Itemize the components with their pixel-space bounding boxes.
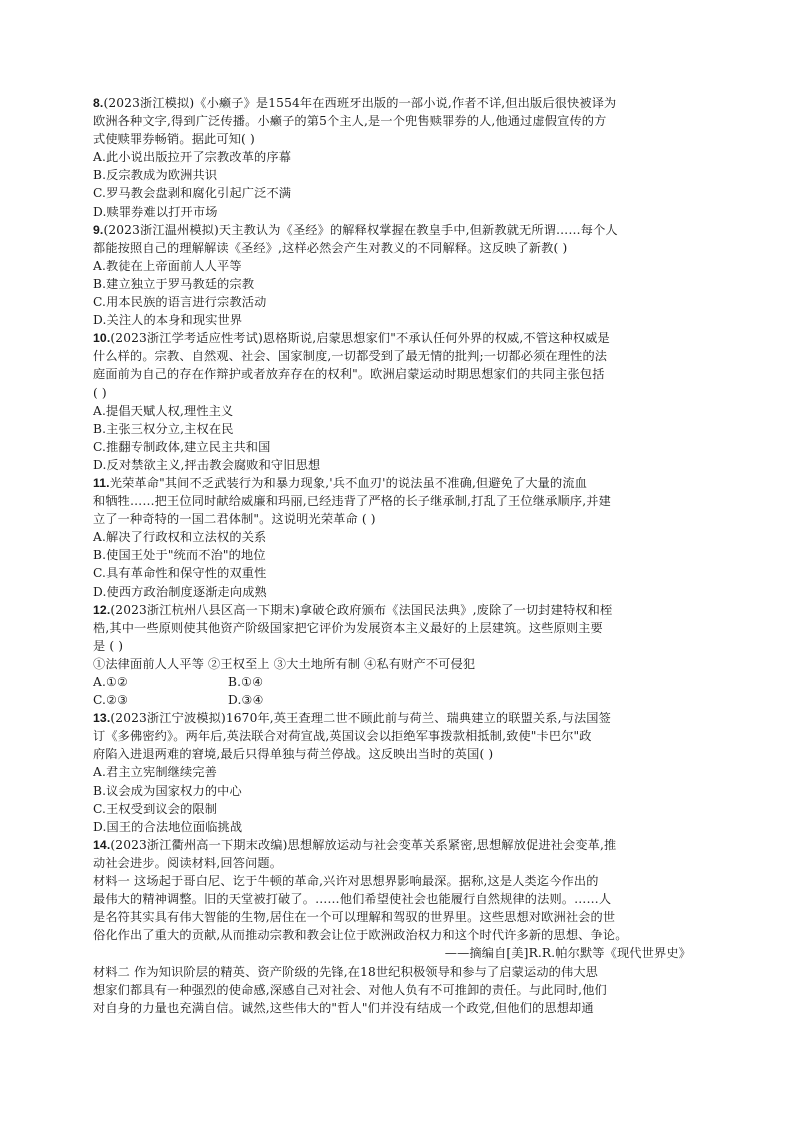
question-11 <box>93 474 705 601</box>
option-d: D.使西方政治制度逐渐走向成熟 <box>93 584 267 599</box>
option-d: D.关注人的本身和现实世界 <box>93 313 243 328</box>
material-1-line: 俗化作出了重大的贡献,从而推动宗教和教会让位于欧洲政治权力和这个时代许多新的思想、争论。 <box>93 928 628 943</box>
material-2-line: 材料二 作为知识阶层的精英、资产阶级的先锋,在18世纪积极领导和参与了启蒙运动的伟大思 <box>93 964 599 979</box>
option-b: B.建立独立于罗马教廷的宗教 <box>93 276 255 291</box>
question-line: 10.(2023浙江学考适应性考试)恩格斯说,启蒙思想家们"不承认任何外界的权威,不管这种权威是 <box>93 331 610 346</box>
question-10 <box>93 329 705 474</box>
material-1-line: 是名符其实具有伟大智能的生物,居住在一个可以理解和驾驭的世界里。这些思想对欧洲社会的世 <box>93 910 616 925</box>
question-line: 8.(2023浙江模拟)《小癞子》是1554年在西班牙出版的一部小说,作者不详,但出版后很快被译为 <box>93 96 617 110</box>
option-b: B.主张三权分立,主权在民 <box>93 421 234 436</box>
document-page <box>93 94 705 1017</box>
question-8 <box>93 94 705 221</box>
question-number: 10. <box>93 331 111 346</box>
option-a: A.①② <box>93 675 129 689</box>
option-a: A.此小说出版拉开了宗教改革的序幕 <box>93 150 292 165</box>
option-c: C.具有革命性和保守性的双重性 <box>93 566 267 581</box>
option-c: C.推翻专制政体,建立民主共和国 <box>93 439 271 454</box>
question-number: 8. <box>93 96 104 110</box>
option-row <box>93 673 705 691</box>
option-b: B.反宗教成为欧洲共识 <box>93 168 218 183</box>
question-line: 欧洲各种文字,得到广泛传播。小癞子的第5个主人,是一个兜售赎罪券的人,他通过虚假宣传的方 <box>93 114 607 129</box>
material-2-line: 对自身的力量也充满自信。诚然,这些伟大的"哲人"们并没有结成一个政党,但他们的思想却通 <box>93 1000 594 1015</box>
option-b: B.使国王处于"统而不治"的地位 <box>93 548 266 563</box>
question-number: 9. <box>93 222 104 237</box>
material-1-source: ——摘编自[美]R.R.帕尔默等《现代世界史》 <box>444 946 691 961</box>
question-line: 13.(2023浙江宁波模拟)1670年,英王查理二世不顾此前与荷兰、瑞典建立的联盟关系,与法国签 <box>93 711 611 726</box>
question-line: 立了一种奇特的一国二君体制"。这说明光荣革命 ( ) <box>93 512 376 527</box>
option-d: D.国王的合法地位面临挑战 <box>93 819 243 834</box>
option-row <box>93 691 705 709</box>
option-d: D.③④ <box>228 693 264 708</box>
option-d: D.赎罪券难以打开市场 <box>93 204 218 219</box>
question-number: 11. <box>93 475 110 490</box>
statement-list: ①法律面前人人平等 ②王权至上 ③大土地所有制 ④私有财产不可侵犯 <box>93 656 476 671</box>
question-number: 14. <box>93 837 111 852</box>
question-12 <box>93 601 705 710</box>
question-line: 庭面前为自己的存在作辩护或者放弃存在的权利"。欧洲启蒙运动时期思想家们的共同主张包括 <box>93 367 605 382</box>
option-c: C.用本民族的语言进行宗教活动 <box>93 295 267 310</box>
question-line: 动社会进步。阅读材料,回答问题。 <box>93 855 283 870</box>
question-line: 都能按照自己的理解解读《圣经》,这样必然会产生对教义的不同解释。这反映了新教( ) <box>93 240 568 255</box>
option-a: A.教徒在上帝面前人人平等 <box>93 258 242 273</box>
material-2-line: 想家们都具有一种强烈的使命感,深感自己对社会、对他人负有不可推卸的责任。与此同时,他们 <box>93 982 607 997</box>
option-c: C.王权受到议会的限制 <box>93 801 218 816</box>
question-13 <box>93 709 705 836</box>
question-line: 府陷入进退两难的窘境,最后只得单独与荷兰停战。这反映出当时的英国( ) <box>93 747 494 762</box>
option-c: C.②③ <box>93 693 129 708</box>
question-line: 14.(2023浙江衢州高一下期末改编)思想解放运动与社会变革关系紧密,思想解放促进社会变革,推 <box>93 837 617 852</box>
answer-bracket: ( ) <box>93 385 107 400</box>
option-a: A.君主立宪制继续完善 <box>93 765 218 780</box>
option-d: D.反对禁欲主义,抨击教会腐败和守旧思想 <box>93 457 321 472</box>
option-c: C.罗马教会盘剥和腐化引起广泛不满 <box>93 186 292 201</box>
question-line: 11.光荣革命"其间不乏武装行为和暴力现象,'兵不血刃'的说法虽不准确,但避免了大量的流血 <box>93 475 588 490</box>
question-number: 13. <box>93 711 111 726</box>
question-line: 式使赎罪券畅销。据此可知( ) <box>93 132 255 147</box>
question-line: 什么样的。宗教、自然观、社会、国家制度,一切都受到了最无情的批判;一切都必须在理性的法 <box>93 349 608 364</box>
material-1-line: 最伟大的精神调整。旧的天堂被打破了。……他们希望使社会也能履行自然规律的法则。……人 <box>93 892 612 907</box>
question-line: 9.(2023浙江温州模拟)天主教认为《圣经》的解释权掌握在教皇手中,但新教就无所谓……每个人 <box>93 222 618 237</box>
option-b: B.议会成为国家权力的中心 <box>93 783 242 798</box>
question-number: 12. <box>93 602 111 617</box>
option-a: A.提倡天赋人权,理性主义 <box>93 403 234 418</box>
question-line: 是 ( ) <box>93 638 124 653</box>
question-line: 和牺牲……把王位同时献给威廉和玛丽,已经违背了严格的长子继承制,打乱了王位继承顺序,并建 <box>93 494 611 509</box>
question-line: 12.(2023浙江杭州八县区高一下期末)拿破仑政府颁布《法国民法典》,废除了一切封建特权和桎 <box>93 602 613 617</box>
question-line: 梏,其中一些原则使其他资产阶级国家把它评价为发展资本主义最好的上层建筑。这些原则主要 <box>93 620 603 635</box>
option-a: A.解决了行政权和立法权的关系 <box>93 530 267 545</box>
question-line: 订《多佛密约》。两年后,英法联合对荷宣战,英国议会以拒绝军事拨款相抵制,致使"卡巴尔"政 <box>93 729 592 744</box>
material-1-line: 材料一 这场起于哥白尼、讫于牛顿的革命,兴许对思想界影响最深。据称,这是人类迄今作出的 <box>93 874 599 889</box>
question-9 <box>93 221 705 330</box>
option-b: B.①④ <box>228 675 264 689</box>
question-14 <box>93 836 705 1017</box>
